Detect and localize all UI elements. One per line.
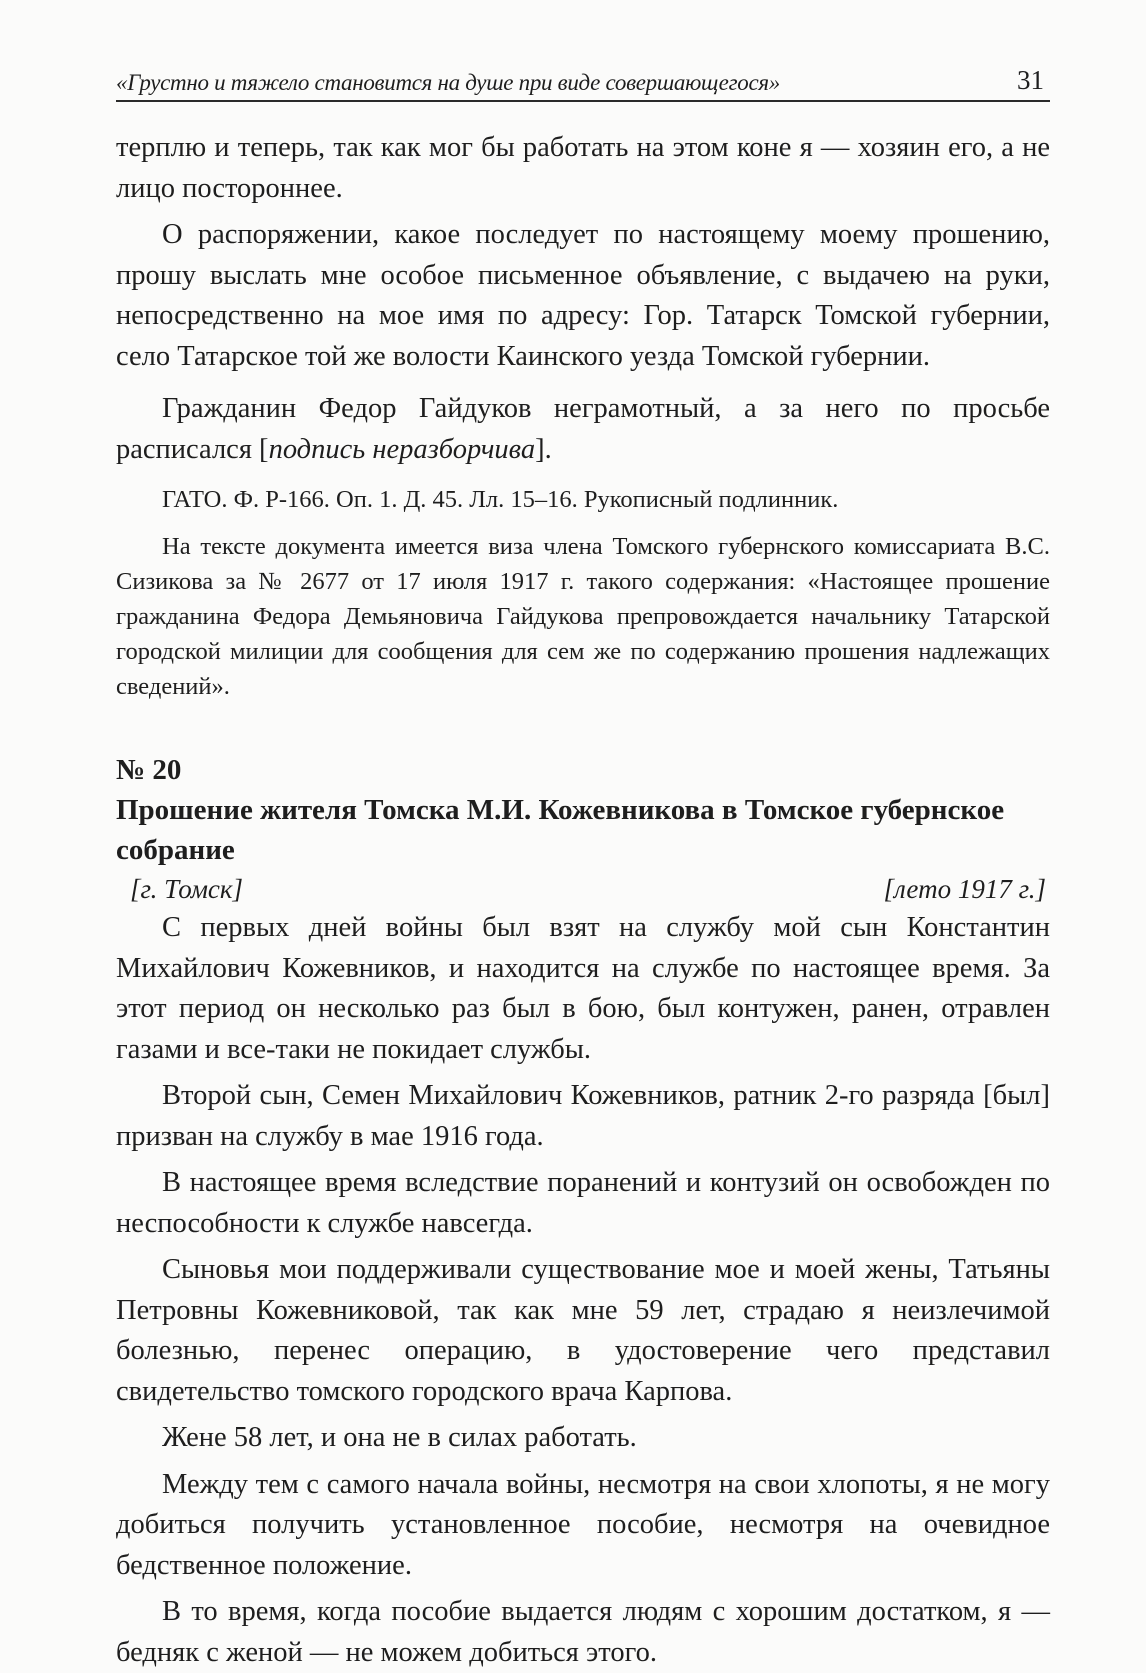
running-header: [116, 62, 1050, 102]
editorial-note: На тексте документа имеется виза члена Томского губернского комиссариата В.С. Сизикова за № 2677 от 17 июля 1917 г. такого содержания: «Настоящее прошение гражданина Федора Демьяновича Гайдукова препровождается начальнику Татарской городской милиции для сообщения для сем же по содержанию прошения надлежащих сведений».: [116, 533, 1050, 700]
page-body: [116, 128, 1050, 1673]
paragraph-continued: терплю и теперь, так как мог бы работать на этом коне я — хозяин его, а не лицо постороннее.: [116, 132, 1050, 204]
paragraph: Сыновья мои поддерживали существование мое и моей жены, Татьяны Петровны Кожевниковой, так как мне 59 лет, страдаю я неизлечимой болезнью, перенес операцию, в удостоверение чего представил свидетельство томского городского врача Карпова.: [116, 1254, 1050, 1407]
signature-note: подпись неразборчива: [268, 433, 536, 465]
document-place: [г. Томск]: [130, 874, 244, 904]
document-number: № 20: [116, 754, 182, 786]
paragraph: Между тем с самого начала войны, несмотря на свои хлопоты, я не могу добиться получить установленное пособие, несмотря на очевидное бедственное положение.: [116, 1468, 1050, 1581]
paragraph-request: О распоряжении, какое последует по настоящему моему прошению, прошу выслать мне особое письменное объявление, с выдачею на руки, непосредственно на мое имя по адресу: Гор. Татарск Томской губернии, село Татарское той же волости Каинского уезда Томской губернии.: [116, 219, 1050, 372]
paragraph: Жене 58 лет, и она не в силах работать.: [162, 1422, 637, 1453]
paragraph: С первых дней войны был взят на службу мой сын Константин Михайлович Кожевников, и находится на службе по настоящее время. За этот период он несколько раз был в бою, был контужен, ранен, отравлен газами и все-таки не покидает службы.: [116, 912, 1050, 1065]
archive-reference: ГАТО. Ф. Р-166. Оп. 1. Д. 45. Лл. 15–16. Рукописный подлинник.: [162, 486, 839, 513]
signature-text: Гражданин Федор Гайдуков неграмотный, а за него по просьбе расписался [: [116, 393, 1050, 465]
signature-line: [116, 389, 1050, 470]
signature-closing: ].: [535, 433, 552, 465]
document-date: [лето 1917 г.]: [883, 874, 1046, 904]
paragraph: В настоящее время вследствие поранений и контузий он освобожден по неспособности к службе навсегда.: [116, 1167, 1050, 1239]
running-title: «Грустно и тяжело становится на душе при виде совершающегося»: [116, 70, 780, 95]
place-date-line: [116, 870, 1050, 908]
document-title: Прошение жителя Томска М.И. Кожевникова в Томское губернское собрание: [116, 794, 1005, 866]
page-number: 31: [1017, 65, 1044, 95]
paragraph: В то время, когда пособие выдается людям с хорошим достатком, я — бедняк с женой — не можем добиться этого.: [116, 1596, 1050, 1668]
paragraph: Второй сын, Семен Михайлович Кожевников, ратник 2-го разряда [был] призван на службу в мае 1916 года.: [116, 1080, 1050, 1152]
